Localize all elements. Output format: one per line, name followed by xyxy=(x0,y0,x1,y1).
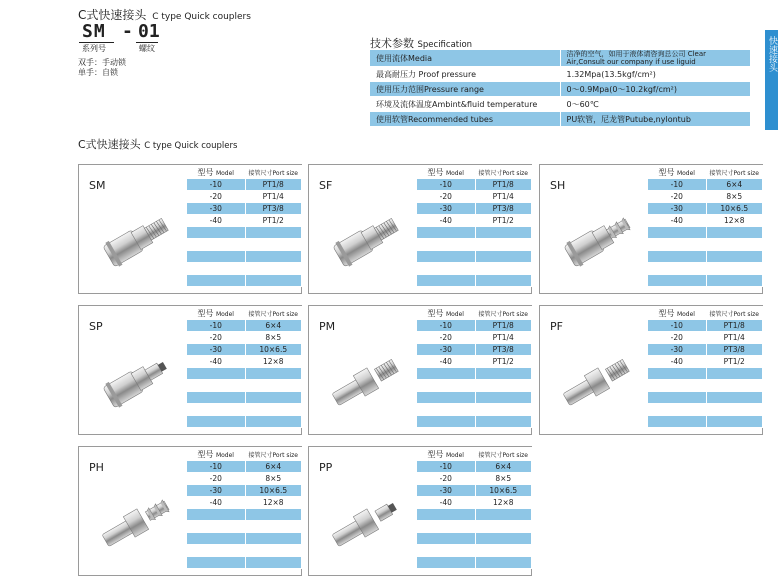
header-port: 接管尺寸Port size xyxy=(475,447,532,461)
product-table xyxy=(417,306,532,428)
port-cell: 10×6.5 xyxy=(245,344,302,356)
table-row xyxy=(417,497,532,509)
table-row-empty xyxy=(187,251,302,263)
table-row xyxy=(417,332,532,344)
table-row xyxy=(187,344,302,356)
model-cell: -10 xyxy=(417,461,475,473)
model-cell: -20 xyxy=(187,473,245,485)
model-cell: -20 xyxy=(648,332,706,344)
spec-title: 技术参数 Specification xyxy=(370,37,473,50)
port-cell: 10×6.5 xyxy=(706,203,763,215)
port-cell: PT1/4 xyxy=(475,191,532,203)
header-model: 型号 Model xyxy=(187,306,245,320)
header-port: 接管尺寸Port size xyxy=(245,306,302,320)
model-cell: -20 xyxy=(417,473,475,485)
table-row-empty xyxy=(648,263,763,275)
spec-row: 环境及流体温度Ambint&fluid temperature 0～60℃ xyxy=(370,97,750,112)
model-cell: -40 xyxy=(417,497,475,509)
model-cell: -30 xyxy=(648,344,706,356)
model-cell: -10 xyxy=(187,461,245,473)
model-cell: -40 xyxy=(648,356,706,368)
table-row xyxy=(187,461,302,473)
section-title: C式快速接头 C type Quick couplers xyxy=(78,138,238,151)
table-header xyxy=(648,165,763,179)
table-row-empty xyxy=(648,239,763,251)
product-code: PH xyxy=(89,461,104,474)
model-cell: -30 xyxy=(187,344,245,356)
port-cell: PT3/8 xyxy=(475,203,532,215)
product-card-sf xyxy=(308,164,532,294)
model-cell: -10 xyxy=(648,179,706,191)
fitting-image xyxy=(317,475,415,571)
code-dash: - xyxy=(122,21,133,42)
product-code: PP xyxy=(319,461,333,474)
header-port: 接管尺寸Port size xyxy=(245,447,302,461)
model-cell: -10 xyxy=(417,320,475,332)
header-port: 接管尺寸Port size xyxy=(706,306,763,320)
table-header xyxy=(187,447,302,461)
table-row-empty xyxy=(648,227,763,239)
table-row xyxy=(648,320,763,332)
table-row-empty xyxy=(187,380,302,392)
table-row-empty xyxy=(417,263,532,275)
fitting-image xyxy=(548,193,646,289)
table-row-empty xyxy=(648,416,763,428)
port-cell: 6×4 xyxy=(245,320,302,332)
table-row-empty xyxy=(417,239,532,251)
table-row xyxy=(187,332,302,344)
table-row xyxy=(187,485,302,497)
model-cell: -10 xyxy=(187,320,245,332)
table-row-empty xyxy=(187,275,302,287)
table-row-empty xyxy=(187,533,302,545)
product-table xyxy=(417,165,532,287)
header-model: 型号 Model xyxy=(648,165,706,179)
product-table xyxy=(187,447,302,569)
model-cell: -30 xyxy=(417,485,475,497)
port-cell: 8×5 xyxy=(245,473,302,485)
table-row-empty xyxy=(648,404,763,416)
product-card-sp xyxy=(78,305,302,435)
table-row xyxy=(417,215,532,227)
table-row-empty xyxy=(187,368,302,380)
product-image xyxy=(87,334,185,430)
table-row-empty xyxy=(417,521,532,533)
table-row xyxy=(187,215,302,227)
product-card-pp xyxy=(308,446,532,576)
spec-row: 使用压力范围Pressure range 0～0.9Mpa(0～10.2kgf/cm²) xyxy=(370,82,750,97)
port-cell: 6×4 xyxy=(245,461,302,473)
port-cell: 6×4 xyxy=(706,179,763,191)
table-row xyxy=(417,320,532,332)
table-row xyxy=(417,179,532,191)
header-model: 型号 Model xyxy=(417,306,475,320)
port-cell: PT3/8 xyxy=(475,344,532,356)
table-row-empty xyxy=(187,239,302,251)
spec-row: 使用流体Media 洁净的空气，如用于液体请咨询总公司 Clear Air,Consult our company if use liguid xyxy=(370,50,750,67)
table-row-empty xyxy=(417,275,532,287)
product-table xyxy=(187,306,302,428)
table-row-empty xyxy=(648,380,763,392)
model-cell: -40 xyxy=(417,215,475,227)
table-header xyxy=(417,165,532,179)
product-card-sm xyxy=(78,164,302,294)
table-row xyxy=(187,473,302,485)
table-row xyxy=(417,203,532,215)
spec-table xyxy=(370,50,750,127)
fitting-image xyxy=(317,193,415,289)
model-cell: -20 xyxy=(187,191,245,203)
product-image xyxy=(317,193,415,289)
header-model: 型号 Model xyxy=(187,165,245,179)
header-port: 接管尺寸Port size xyxy=(245,165,302,179)
table-row-empty xyxy=(187,392,302,404)
model-cell: -40 xyxy=(187,497,245,509)
port-cell: 12×8 xyxy=(245,356,302,368)
model-cell: -40 xyxy=(187,356,245,368)
header-model: 型号 Model xyxy=(417,165,475,179)
product-card-pm xyxy=(308,305,532,435)
port-cell: 12×8 xyxy=(245,497,302,509)
model-cell: -40 xyxy=(417,356,475,368)
table-row-empty xyxy=(648,275,763,287)
table-row xyxy=(648,215,763,227)
table-row-empty xyxy=(648,251,763,263)
port-cell: 12×8 xyxy=(475,497,532,509)
table-row-empty xyxy=(417,533,532,545)
port-cell: 10×6.5 xyxy=(475,485,532,497)
port-cell: PT1/2 xyxy=(706,356,763,368)
table-row xyxy=(417,356,532,368)
table-row-empty xyxy=(187,557,302,569)
product-card-sh xyxy=(539,164,763,294)
side-tab: 快速接头 xyxy=(765,30,778,130)
code-thread: 01 xyxy=(138,21,160,42)
model-cell: -20 xyxy=(417,191,475,203)
table-row xyxy=(417,344,532,356)
page-title: C式快速接头 C type Quick couplers xyxy=(78,8,251,22)
code-series: SM xyxy=(82,21,106,42)
product-image xyxy=(87,193,185,289)
table-row-empty xyxy=(187,404,302,416)
model-cell: -30 xyxy=(187,203,245,215)
product-card-pf xyxy=(539,305,763,435)
header-port: 接管尺寸Port size xyxy=(706,165,763,179)
table-row xyxy=(648,356,763,368)
product-code: SH xyxy=(550,179,566,192)
model-cell: -20 xyxy=(417,332,475,344)
table-row xyxy=(648,344,763,356)
model-cell: -30 xyxy=(187,485,245,497)
table-row-empty xyxy=(187,545,302,557)
port-cell: 8×5 xyxy=(475,473,532,485)
port-cell: PT1/2 xyxy=(475,356,532,368)
product-image xyxy=(317,475,415,571)
table-row xyxy=(648,203,763,215)
spec-row: 最高耐压力 Proof pressure 1.32Mpa(13.5kgf/cm²) xyxy=(370,67,750,82)
label-series: 系列号 xyxy=(82,44,106,53)
port-cell: PT1/4 xyxy=(706,332,763,344)
port-cell: PT3/8 xyxy=(245,203,302,215)
model-cell: -30 xyxy=(648,203,706,215)
product-code: SF xyxy=(319,179,333,192)
table-row xyxy=(417,461,532,473)
table-row-empty xyxy=(417,416,532,428)
product-code: PM xyxy=(319,320,336,333)
port-cell: PT1/2 xyxy=(245,215,302,227)
table-row xyxy=(187,320,302,332)
header-model: 型号 Model xyxy=(648,306,706,320)
product-image xyxy=(87,475,185,571)
fitting-image xyxy=(87,334,185,430)
table-row-empty xyxy=(187,416,302,428)
port-cell: 12×8 xyxy=(706,215,763,227)
product-table xyxy=(187,165,302,287)
product-image xyxy=(548,193,646,289)
model-cell: -10 xyxy=(187,179,245,191)
port-cell: PT1/8 xyxy=(475,320,532,332)
table-row-empty xyxy=(417,545,532,557)
table-row-empty xyxy=(187,227,302,239)
model-cell: -10 xyxy=(417,179,475,191)
table-row xyxy=(648,332,763,344)
table-header xyxy=(417,447,532,461)
table-row xyxy=(417,473,532,485)
table-row-empty xyxy=(648,392,763,404)
table-row-empty xyxy=(417,368,532,380)
model-cell: -30 xyxy=(417,344,475,356)
table-row xyxy=(648,191,763,203)
table-row xyxy=(417,485,532,497)
note-single-hand: 单手：自锁 xyxy=(78,68,118,77)
port-cell: PT1/8 xyxy=(475,179,532,191)
port-cell: 8×5 xyxy=(245,332,302,344)
header-port: 接管尺寸Port size xyxy=(475,165,532,179)
table-row-empty xyxy=(187,521,302,533)
port-cell: PT1/8 xyxy=(245,179,302,191)
port-cell: PT1/4 xyxy=(475,332,532,344)
table-row xyxy=(187,203,302,215)
model-cell: -20 xyxy=(648,191,706,203)
model-cell: -10 xyxy=(648,320,706,332)
port-cell: 6×4 xyxy=(475,461,532,473)
table-row-empty xyxy=(187,509,302,521)
port-cell: PT1/8 xyxy=(706,320,763,332)
table-row-empty xyxy=(648,368,763,380)
spec-row: 使用软管Recommended tubes PU软管，尼龙管Putube,nylontub xyxy=(370,112,750,127)
product-card-ph xyxy=(78,446,302,576)
model-cell: -40 xyxy=(648,215,706,227)
note-double-hand: 双手：手动锁 xyxy=(78,58,126,67)
product-image xyxy=(317,334,415,430)
port-cell: 10×6.5 xyxy=(245,485,302,497)
port-cell: PT1/4 xyxy=(245,191,302,203)
model-cell: -30 xyxy=(417,203,475,215)
table-row-empty xyxy=(417,380,532,392)
table-row-empty xyxy=(417,404,532,416)
model-cell: -20 xyxy=(187,332,245,344)
table-row-empty xyxy=(417,557,532,569)
product-table xyxy=(648,306,763,428)
model-cell: -40 xyxy=(187,215,245,227)
table-row xyxy=(187,191,302,203)
table-row-empty xyxy=(417,251,532,263)
header-model: 型号 Model xyxy=(187,447,245,461)
table-header xyxy=(187,306,302,320)
fitting-image xyxy=(317,334,415,430)
table-row xyxy=(187,497,302,509)
product-code: SM xyxy=(89,179,106,192)
product-code: PF xyxy=(550,320,563,333)
product-table xyxy=(417,447,532,569)
product-table xyxy=(648,165,763,287)
table-header xyxy=(417,306,532,320)
header-model: 型号 Model xyxy=(417,447,475,461)
fitting-image xyxy=(87,475,185,571)
product-image xyxy=(548,334,646,430)
header-port: 接管尺寸Port size xyxy=(475,306,532,320)
product-code: SP xyxy=(89,320,103,333)
table-row xyxy=(648,179,763,191)
table-row-empty xyxy=(417,509,532,521)
table-header xyxy=(187,165,302,179)
table-row-empty xyxy=(417,227,532,239)
port-cell: PT1/2 xyxy=(475,215,532,227)
table-row-empty xyxy=(187,263,302,275)
table-row xyxy=(187,179,302,191)
table-row xyxy=(417,191,532,203)
table-row-empty xyxy=(417,392,532,404)
label-thread: 螺纹 xyxy=(139,44,155,53)
table-header xyxy=(648,306,763,320)
port-cell: 8×5 xyxy=(706,191,763,203)
port-cell: PT3/8 xyxy=(706,344,763,356)
fitting-image xyxy=(87,193,185,289)
table-row xyxy=(187,356,302,368)
fitting-image xyxy=(548,334,646,430)
